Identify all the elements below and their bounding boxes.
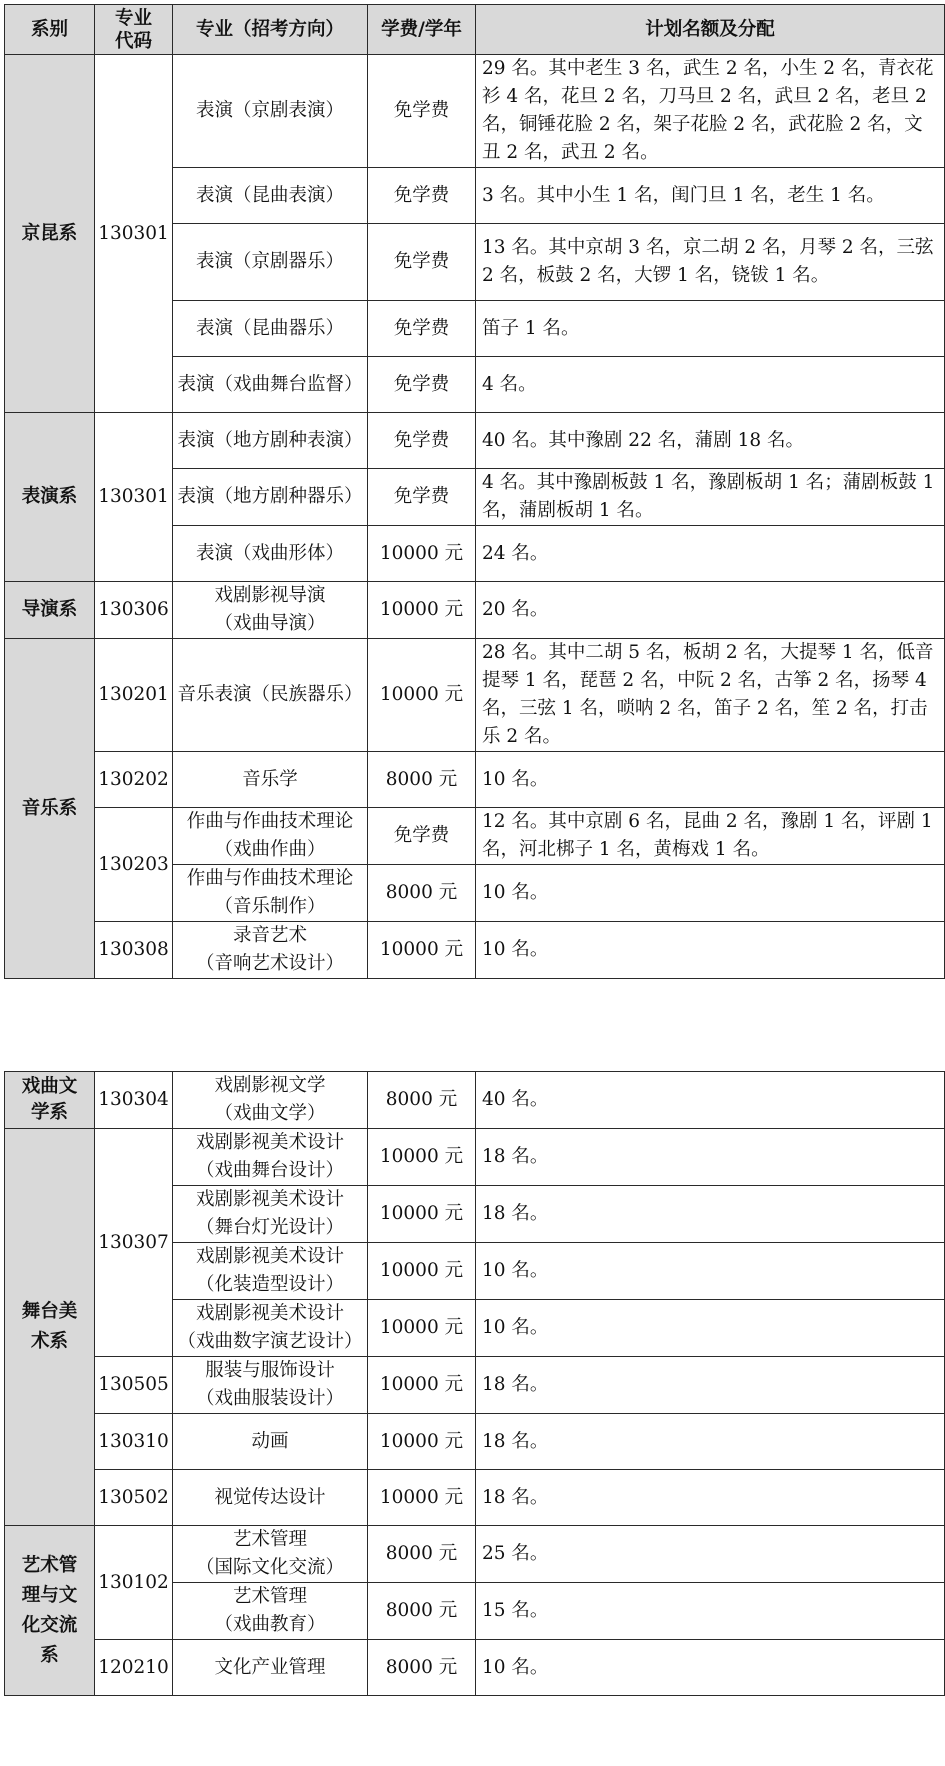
major-cell: 戏剧影视美术设计 （舞台灯光设计） [173, 1186, 368, 1243]
plan-cell: 3 名。其中小生 1 名，闺门旦 1 名，老生 1 名。 [476, 168, 945, 224]
major-cell: 戏剧影视美术设计 （化装造型设计） [173, 1243, 368, 1300]
fee-cell: 10000 元 [368, 1243, 476, 1300]
plan-cell: 10 名。 [476, 1640, 945, 1696]
major-code-cell: 130307 [95, 1129, 173, 1357]
major-cell: 表演（昆曲表演） [173, 168, 368, 224]
major-code-cell: 130102 [95, 1526, 173, 1640]
fee-cell: 8000 元 [368, 1526, 476, 1583]
major-code-cell: 130505 [95, 1357, 173, 1414]
plan-cell: 20 名。 [476, 582, 945, 639]
fee-cell: 10000 元 [368, 1186, 476, 1243]
plan-cell: 10 名。 [476, 922, 945, 979]
fee-cell: 免学费 [368, 224, 476, 301]
fee-cell: 10000 元 [368, 1414, 476, 1470]
major-cell: 作曲与作曲技术理论 （音乐制作） [173, 865, 368, 922]
plan-cell: 24 名。 [476, 526, 945, 582]
plan-cell: 18 名。 [476, 1357, 945, 1414]
plan-cell: 18 名。 [476, 1414, 945, 1470]
header-dept: 系别 [5, 5, 95, 55]
major-cell: 艺术管理 （戏曲教育） [173, 1583, 368, 1640]
fee-cell: 10000 元 [368, 1470, 476, 1526]
major-code-cell: 130301 [95, 55, 173, 413]
major-code-cell: 130201 [95, 639, 173, 752]
major-code-cell: 130202 [95, 752, 173, 808]
plan-cell: 40 名。 [476, 1072, 945, 1129]
department-cell: 京昆系 [5, 55, 95, 413]
major-cell: 表演（京剧表演） [173, 55, 368, 168]
plan-cell: 18 名。 [476, 1129, 945, 1186]
major-code-cell: 130306 [95, 582, 173, 639]
header-code: 专业 代码 [95, 5, 173, 55]
table-row [5, 55, 945, 168]
fee-cell: 10000 元 [368, 582, 476, 639]
major-cell: 音乐学 [173, 752, 368, 808]
table-header-row [5, 5, 945, 55]
plan-cell: 4 名。其中豫剧板鼓 1 名，豫剧板胡 1 名；蒲剧板鼓 1 名，蒲剧板胡 1 名。 [476, 469, 945, 526]
plan-cell: 13 名。其中京胡 3 名，京二胡 2 名，月琴 2 名，三弦 2 名，板鼓 2 名，大锣 1 名，铙钹 1 名。 [476, 224, 945, 301]
major-code-cell: 120210 [95, 1640, 173, 1696]
department-cell: 音乐系 [5, 639, 95, 979]
fee-cell: 8000 元 [368, 1583, 476, 1640]
table-row [5, 1640, 945, 1696]
fee-cell: 8000 元 [368, 752, 476, 808]
major-cell: 表演（地方剧种表演） [173, 413, 368, 469]
table-row [5, 1072, 945, 1129]
table-row [5, 582, 945, 639]
major-code-cell: 130308 [95, 922, 173, 979]
table-row [5, 1414, 945, 1470]
major-cell: 表演（戏曲形体） [173, 526, 368, 582]
fee-cell: 8000 元 [368, 865, 476, 922]
table-row [5, 639, 945, 752]
enrollment-plan-table-upper [4, 4, 945, 979]
table-row [5, 1129, 945, 1186]
major-cell: 戏剧影视导演 （戏曲导演） [173, 582, 368, 639]
major-code-cell: 130203 [95, 808, 173, 922]
major-code-cell: 130301 [95, 413, 173, 582]
fee-cell: 10000 元 [368, 1300, 476, 1357]
fee-cell: 免学费 [368, 808, 476, 865]
major-cell: 服装与服饰设计 （戏曲服装设计） [173, 1357, 368, 1414]
plan-cell: 18 名。 [476, 1470, 945, 1526]
table-row [5, 413, 945, 469]
major-cell: 戏剧影视美术设计 （戏曲数字演艺设计） [173, 1300, 368, 1357]
fee-cell: 免学费 [368, 55, 476, 168]
fee-cell: 免学费 [368, 413, 476, 469]
header-major: 专业（招考方向） [173, 5, 368, 55]
plan-cell: 15 名。 [476, 1583, 945, 1640]
plan-cell: 29 名。其中老生 3 名，武生 2 名，小生 2 名，青衣花衫 4 名，花旦 2 名，刀马旦 2 名，武旦 2 名，老旦 2 名，铜锤花脸 2 名，架子花脸 2 名，武花脸 2 名，文丑 2 名，武丑 2 名。 [476, 55, 945, 168]
major-code-cell: 130304 [95, 1072, 173, 1129]
major-code-cell: 130502 [95, 1470, 173, 1526]
department-cell: 表演系 [5, 413, 95, 582]
plan-cell: 10 名。 [476, 865, 945, 922]
department-cell: 艺术管 理与文 化交流 系 [5, 1526, 95, 1696]
plan-cell: 28 名。其中二胡 5 名，板胡 2 名，大提琴 1 名，低音提琴 1 名，琵琶 2 名，中阮 2 名，古筝 2 名，扬琴 4 名，三弦 1 名，唢呐 2 名，笛子 2 名，笙 2 名，打击乐 2 名。 [476, 639, 945, 752]
major-code-cell: 130310 [95, 1414, 173, 1470]
fee-cell: 免学费 [368, 168, 476, 224]
department-cell: 导演系 [5, 582, 95, 639]
fee-cell: 8000 元 [368, 1640, 476, 1696]
enrollment-plan-table-lower [4, 1071, 945, 1696]
major-cell: 艺术管理 （国际文化交流） [173, 1526, 368, 1583]
major-cell: 表演（地方剧种器乐） [173, 469, 368, 526]
plan-cell: 10 名。 [476, 752, 945, 808]
fee-cell: 10000 元 [368, 526, 476, 582]
table-row [5, 1526, 945, 1583]
fee-cell: 10000 元 [368, 639, 476, 752]
department-cell: 舞台美 术系 [5, 1129, 95, 1526]
fee-cell: 免学费 [368, 469, 476, 526]
plan-cell: 25 名。 [476, 1526, 945, 1583]
fee-cell: 10000 元 [368, 1129, 476, 1186]
major-cell: 录音艺术 （音响艺术设计） [173, 922, 368, 979]
major-cell: 表演（昆曲器乐） [173, 301, 368, 357]
table-row [5, 1357, 945, 1414]
plan-cell: 40 名。其中豫剧 22 名，蒲剧 18 名。 [476, 413, 945, 469]
plan-cell: 10 名。 [476, 1243, 945, 1300]
major-cell: 表演（京剧器乐） [173, 224, 368, 301]
major-cell: 动画 [173, 1414, 368, 1470]
plan-cell: 10 名。 [476, 1300, 945, 1357]
major-cell: 戏剧影视美术设计 （戏曲舞台设计） [173, 1129, 368, 1186]
table-row [5, 752, 945, 808]
plan-cell: 4 名。 [476, 357, 945, 413]
fee-cell: 10000 元 [368, 922, 476, 979]
table-row [5, 808, 945, 865]
header-plan: 计划名额及分配 [476, 5, 945, 55]
header-fee: 学费/学年 [368, 5, 476, 55]
fee-cell: 10000 元 [368, 1357, 476, 1414]
major-cell: 戏剧影视文学 （戏曲文学） [173, 1072, 368, 1129]
table-row [5, 922, 945, 979]
fee-cell: 免学费 [368, 357, 476, 413]
department-cell: 戏曲文 学系 [5, 1072, 95, 1129]
plan-cell: 12 名。其中京剧 6 名，昆曲 2 名，豫剧 1 名，评剧 1 名，河北梆子 1 名，黄梅戏 1 名。 [476, 808, 945, 865]
table-row [5, 1470, 945, 1526]
fee-cell: 免学费 [368, 301, 476, 357]
major-cell: 文化产业管理 [173, 1640, 368, 1696]
major-cell: 表演（戏曲舞台监督） [173, 357, 368, 413]
major-cell: 作曲与作曲技术理论 （戏曲作曲） [173, 808, 368, 865]
major-cell: 音乐表演（民族器乐） [173, 639, 368, 752]
plan-cell: 笛子 1 名。 [476, 301, 945, 357]
plan-cell: 18 名。 [476, 1186, 945, 1243]
major-cell: 视觉传达设计 [173, 1470, 368, 1526]
fee-cell: 8000 元 [368, 1072, 476, 1129]
